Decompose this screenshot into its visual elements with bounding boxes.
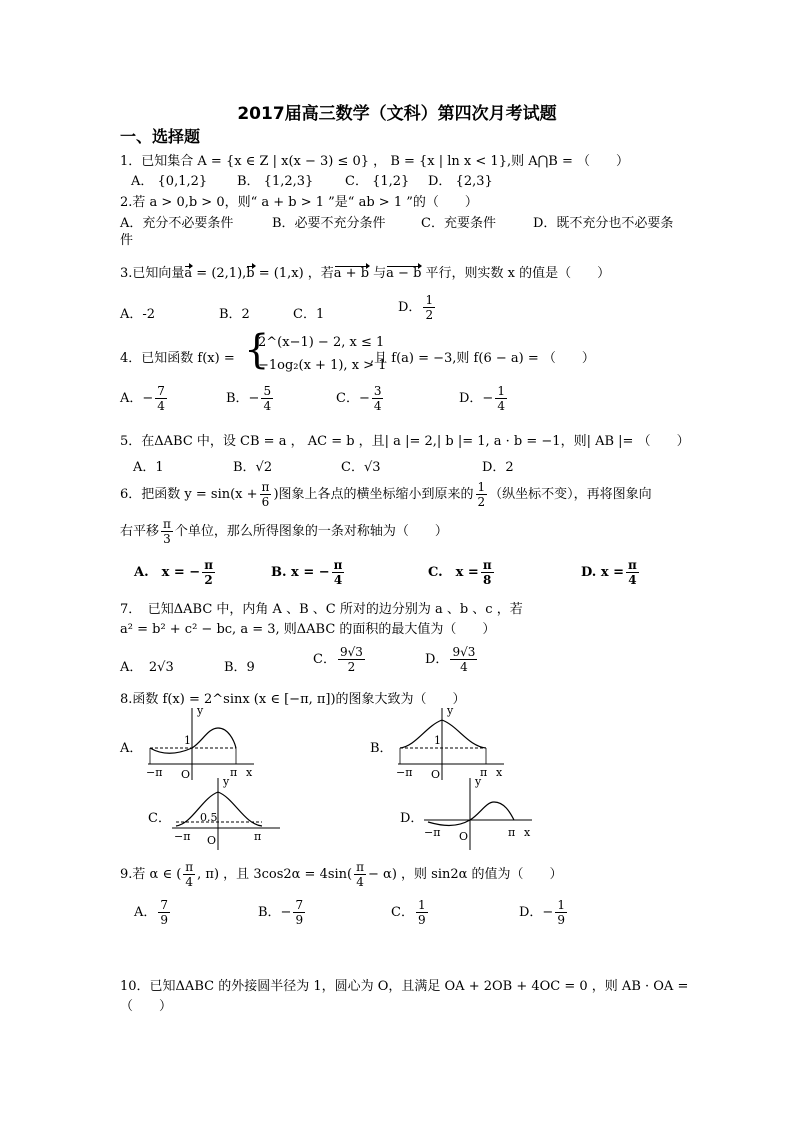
- graph-d-x-label: x: [524, 826, 531, 839]
- question-1-option-d: D． {2,3}: [428, 174, 493, 189]
- question-6-option-c: C. x = $\frac{\pi}{8}$: [428, 558, 492, 587]
- question-8-stem: 8.函数 f(x) = 2^sinx (x ∈ [−π, π])的图象大致为（ ）: [120, 692, 466, 707]
- question-4-option-a: A．− $\frac{7}{4}$: [120, 384, 165, 413]
- graph-b-y-label: y: [447, 706, 454, 717]
- graph-d-y-label: y: [475, 776, 482, 788]
- graph-d-neg-pi: −π: [424, 826, 441, 839]
- graph-a-pi: π: [230, 766, 238, 779]
- graph-b-origin: O: [431, 768, 441, 781]
- graph-c-origin: O: [207, 834, 217, 847]
- graph-c-neg-pi: −π: [174, 830, 191, 843]
- question-9-option-a: A． $\frac{7}{9}$: [134, 898, 169, 927]
- piecewise-brace: {: [244, 327, 270, 373]
- question-3-option-c: C．1: [293, 307, 325, 322]
- graph-a-one: 1: [184, 734, 191, 747]
- question-5-option-d: D．2: [482, 460, 514, 475]
- question-2-option-c: C．充要条件: [421, 216, 496, 231]
- question-4-option-b: B．− $\frac{5}{4}$: [226, 384, 272, 413]
- question-7-stem: 7． 已知ΔABC 中，内角 A 、B 、C 所对的边分别为 a 、b 、c ，若: [120, 602, 523, 617]
- question-1-option-c: C． {1,2}: [345, 174, 410, 189]
- question-9-option-c: C． $\frac{1}{9}$: [391, 898, 426, 927]
- vector-a: a: [184, 266, 193, 281]
- graph-c: [166, 776, 284, 852]
- question-1-stem: 1．已知集合 A = {x ∈ Z | x(x − 3) ≤ 0} ， B = {x | ln x < 1},则 A⋂B = （ ）: [120, 154, 629, 169]
- graph-a-x-label: x: [246, 766, 253, 779]
- question-3-option-a: A．-2: [120, 307, 156, 322]
- question-5-stem: 5．在ΔABC 中，设 CB = a ， AC = b ，且| a |= 2,| b |= 1, a · b = −1，则| AB |= （ ）: [120, 434, 690, 449]
- question-5-option-b: B．√2: [233, 460, 273, 475]
- question-4-stem-tail: ,且 f(a) = −3,则 f(6 − a) = （ ）: [370, 351, 595, 366]
- graph-d-pi: π: [508, 826, 516, 839]
- question-10-stem: 10．已知ΔABC 的外接圆半径为 1，圆心为 O，且满足 OA + 2OB + 4OC = 0 ，则 AB · OA =: [120, 979, 689, 994]
- question-9-option-d: D．− $\frac{1}{9}$: [519, 898, 565, 927]
- graph-a-origin: O: [181, 768, 191, 781]
- question-4-option-d: D．− $\frac{1}{4}$: [459, 384, 505, 413]
- graph-b-x-label: x: [496, 766, 503, 779]
- question-8-option-c: C．: [148, 811, 171, 826]
- question-9-option-b: B．− $\frac{7}{9}$: [258, 898, 304, 927]
- piecewise-case-1: 2^(x−1) − 2, x ≤ 1: [258, 335, 385, 350]
- graph-a-neg-pi: −π: [146, 766, 163, 779]
- piecewise-case-2: −1og₂(x + 1), x > 1: [258, 358, 387, 373]
- question-6-option-d: D. x = $\frac{\pi}{4}$: [581, 558, 637, 587]
- graph-b: [390, 706, 508, 782]
- question-3-option-b: B．2: [219, 307, 250, 322]
- question-7-stem-line-2: a² = b² + c² − bc, a = 3, 则ΔABC 的面积的最大值为（ ）: [120, 622, 496, 637]
- question-2-stem: 2.若 a > 0,b > 0，则“ a + b > 1 ”是“ ab > 1 ”的（ ）: [120, 195, 478, 210]
- graph-c-half: 0.5: [200, 811, 218, 824]
- question-10-stem-line-2: （ ）: [120, 999, 173, 1014]
- question-2-option-a: A．充分不必要条件: [120, 216, 234, 231]
- question-8-option-d: D．: [400, 811, 424, 826]
- graph-d: [418, 776, 536, 852]
- question-8-option-a: A．: [120, 741, 143, 756]
- question-7-option-c: C． $\frac{9√3}{2}$: [313, 645, 363, 674]
- question-5-option-c: C．√3: [341, 460, 381, 475]
- graph-b-neg-pi: −π: [396, 766, 413, 779]
- question-7-option-a: A． 2√3: [120, 660, 174, 675]
- question-6-stem-line-2: 右平移 $\frac{\pi}{3}$ 个单位，那么所得图象的一条对称轴为（ ）: [120, 517, 448, 546]
- question-9-stem: 9.若 α ∈ ( $\frac{\pi}{4}$ , π) ，且 3cos2α = 4sin( $\frac{\pi}{4}$ − α) ，则 sin2α 的值为（ ）: [120, 860, 563, 889]
- vector-sum: a + b: [333, 266, 370, 281]
- graph-a-y-label: y: [197, 706, 204, 717]
- question-5-option-a: A．1: [133, 460, 164, 475]
- question-1-option-b: B． {1,2,3}: [237, 174, 314, 189]
- question-2-option-b: B．必要不充分条件: [272, 216, 386, 231]
- question-7-option-d: D． $\frac{9√3}{4}$: [425, 645, 476, 674]
- section-heading: 一、选择题: [120, 127, 201, 146]
- graph-a: [140, 706, 258, 782]
- graph-c-y-label: y: [223, 776, 230, 788]
- graph-b-one: 1: [434, 734, 441, 747]
- question-4-option-c: C．− $\frac{3}{4}$: [336, 384, 382, 413]
- question-3-stem: 3.已知向量a = (2,1),b = (1,x) ，若a + b 与a − b 平行，则实数 x 的值是（ ）: [120, 266, 611, 281]
- question-6-stem: 6．把函数 y = sin(x + $\frac{\pi}{6}$ )图象上各点的横坐标缩小到原来的 $\frac{1}{2}$ （纵坐标不变），再将图象向: [120, 480, 652, 509]
- vector-b: b: [246, 266, 255, 281]
- graph-c-pi: π: [254, 830, 262, 843]
- question-1-option-a: A． {0,1,2}: [131, 174, 208, 189]
- question-7-option-b: B．9: [224, 660, 255, 675]
- question-2-option-d: D．既不充分也不必要条: [533, 216, 674, 231]
- vector-diff: a − b: [386, 266, 422, 281]
- question-4-stem-prefix: 4．已知函数 f(x) =: [120, 351, 235, 366]
- page-title: 2017届高三数学（文科）第四次月考试题: [237, 104, 557, 124]
- question-8-option-b: B．: [370, 741, 393, 756]
- question-6-option-a: A. x = − $\frac{\pi}{2}$: [134, 558, 213, 587]
- question-2-option-d-wrap: 件: [120, 233, 134, 248]
- graph-d-origin: O: [459, 830, 469, 843]
- question-3-option-d: D． $\frac{1}{2}$: [398, 293, 434, 322]
- graph-b-pi: π: [480, 766, 488, 779]
- question-6-option-b: B. x = − $\frac{\pi}{4}$: [271, 558, 343, 587]
